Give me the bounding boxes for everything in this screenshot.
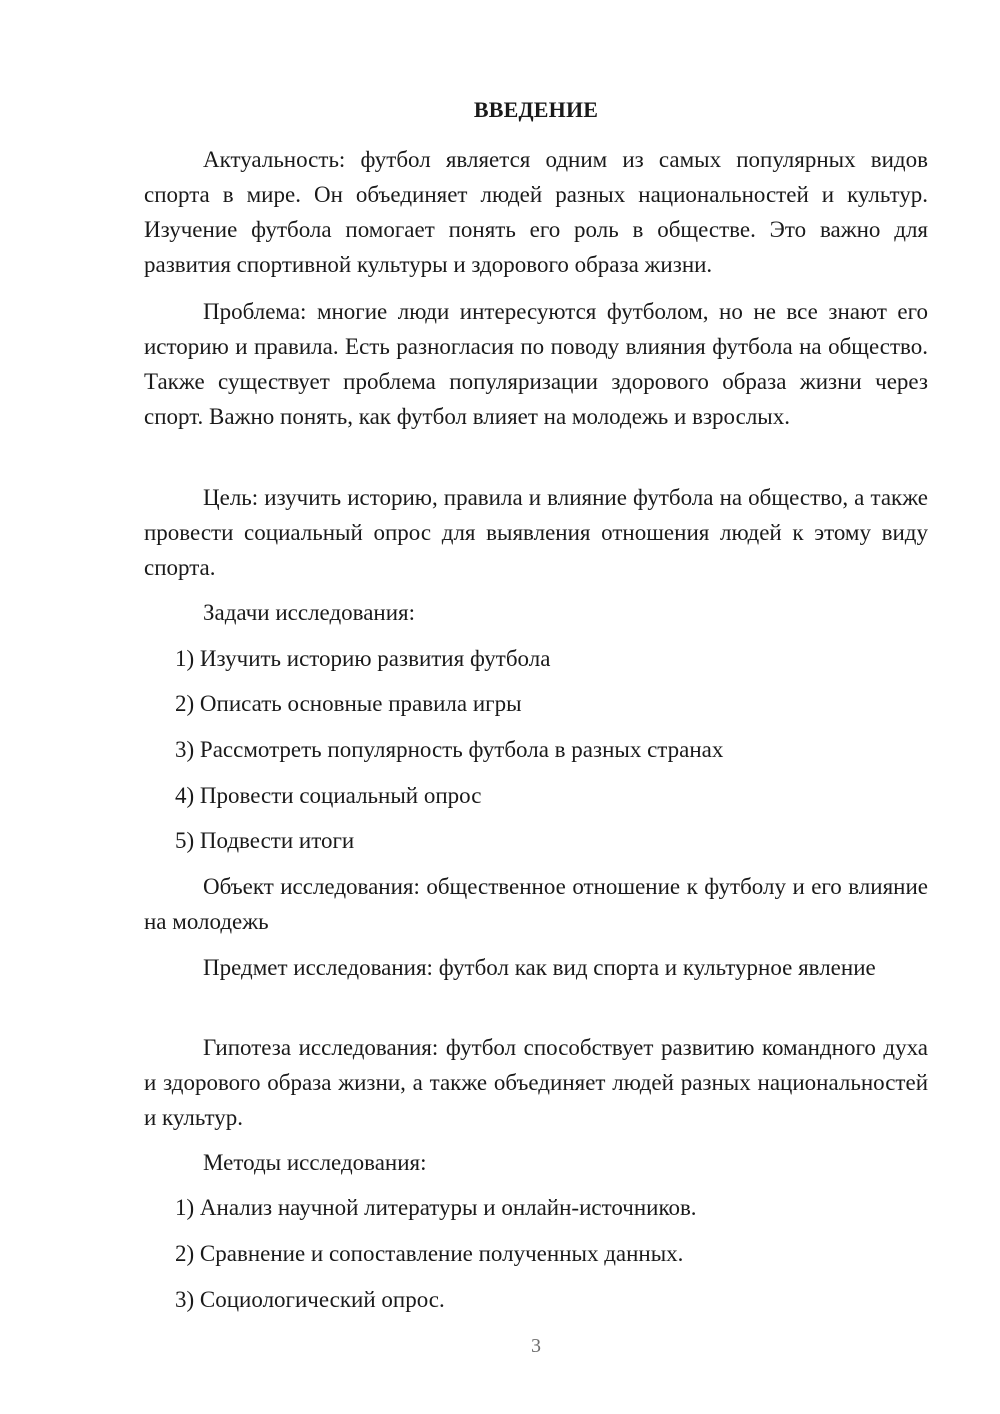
method-item: 3) Социологический опрос. <box>175 1287 445 1312</box>
method-item: 2) Сравнение и сопоставление полученных данных. <box>175 1241 684 1266</box>
subject-paragraph: Предмет исследования: футбол как вид спорта и культурное явление <box>203 955 876 980</box>
hypothesis-paragraph: Гипотеза исследования: футбол способствует развитию командного духа и здорового образа жизни, а также объединяет людей разных национальностей и культур. <box>144 1035 928 1130</box>
method-item: 1) Анализ научной литературы и онлайн-источников. <box>175 1195 697 1220</box>
task-item: 5) Подвести итоги <box>175 828 355 853</box>
goal-paragraph: Цель: изучить историю, правила и влияние футбола на общество, а также провести социальный опрос для выявления отношения людей к этому виду спорта. <box>144 485 928 580</box>
section-heading: ВВЕДЕНИЕ <box>473 97 599 122</box>
task-item: 3) Рассмотреть популярность футбола в разных странах <box>175 737 724 762</box>
page-number: 3 <box>531 1335 541 1357</box>
task-item: 1) Изучить историю развития футбола <box>175 646 551 671</box>
task-item: 2) Описать основные правила игры <box>175 691 522 716</box>
methods-heading: Методы исследования: <box>203 1150 427 1175</box>
relevance-paragraph: Актуальность: футбол является одним из самых популярных видов спорта в мире. Он объединяет людей разных национальностей и культур. Изучение футбола помогает понять его роль в обществе. Это важно для развития спортивной культуры и здорового образа жизни. <box>144 147 928 277</box>
problem-paragraph: Проблема: многие люди интересуются футболом, но не все знают его историю и правила. Есть разногласия по поводу влияния футбола на общество. Также существует проблема популяризации здорового образа жизни через спорт. Важно понять, как футбол влияет на молодежь и взрослых. <box>144 299 928 429</box>
tasks-heading: Задачи исследования: <box>203 600 416 625</box>
task-item: 4) Провести социальный опрос <box>175 783 482 808</box>
object-paragraph: Объект исследования: общественное отношение к футболу и его влияние на молодежь <box>144 874 928 934</box>
